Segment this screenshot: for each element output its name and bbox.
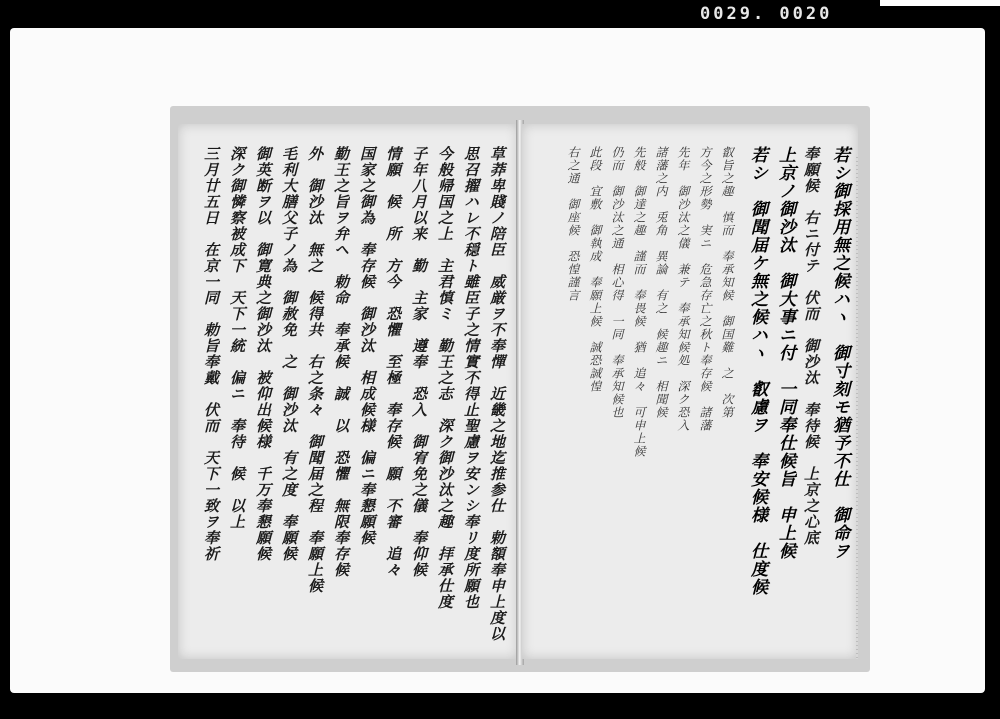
right-col-8: 諸藩之内 兎角 異論 有之 候趣ニ 相聞候 [654, 146, 668, 419]
left-col-3: 今般帰国之上 主君慎ミ 勤王之志 深ク御沙汰之趣 拝承仕度 [436, 146, 454, 610]
open-book [164, 98, 869, 668]
right-col-11: 此段 宜敷 御執成 奉願上候 誠恐誠惶 [588, 146, 602, 393]
left-col-5: 情願 候 所 方今 恐懼 至極 奉存候 願 不審 追々 [384, 146, 402, 578]
right-col-12: 右之通 御座候 恐惶謹言 [566, 146, 580, 302]
right-col-3: 上京ノ御沙汰 御大事ニ付 一同奉仕候旨 申上候 [775, 146, 795, 560]
left-col-7: 勤王之旨ヲ弁ヘ 勅命 奉承候 誠 以 恐懼 無限奉存候 [332, 146, 350, 578]
right-col-2: 奉願候 右ニ付テ 伏而 御沙汰 奉待候 上京之心底 [802, 146, 820, 546]
right-col-4: 若シ 御聞届ケ無之候ハヽ 叡慮ヲ 奉安候様 仕度候 [747, 146, 767, 596]
right-col-9: 先般 御達之趣 謹而 奉畏候 猶 追々 可申上候 [632, 146, 646, 458]
left-col-8: 外 御沙汰 無之 候得共 右之条々 御聞届之程 奉願上候 [306, 146, 324, 594]
left-page [178, 124, 518, 659]
right-col-6: 方今之形勢 実ニ 危急存亡之秋ト奉存候 諸藩 [698, 146, 712, 432]
left-col-12: 三月廿五日 在京一同 勅旨奉戴 伏而 天下一致ヲ奉祈 [202, 146, 220, 562]
frame-number-label: 0029. 0020 [700, 4, 833, 24]
left-col-1: 草莽卑賤ノ陪臣 威厳ヲ不奉憚 近畿之地迄推参仕 勅額奉申上度以 [488, 146, 506, 642]
left-col-4: 子年八月以来 勤 主家 遵奉 恐入 御宥免之儀 奉仰候 [410, 146, 428, 578]
right-page [522, 124, 858, 659]
right-col-10: 仍而 御沙汰之通 相心得 一同 奉承知候也 [610, 146, 624, 419]
left-col-11: 深ク御憐察被成下 天下一統 偏ニ 奉待 候 以上 [228, 146, 246, 530]
page-edge-stack [856, 154, 858, 659]
left-col-10: 御英断ヲ以 御寛典之御沙汰 被仰出候様 千万奉懇願候 [254, 146, 272, 562]
right-col-7: 先年 御沙汰之儀 兼テ 奉承知候処 深ク恐入 [676, 146, 690, 432]
film-notch [880, 0, 1000, 6]
left-col-6: 国家之御為 奉存候 御沙汰 相成候様 偏ニ奉懇願候 [358, 146, 376, 546]
right-col-5: 叡旨之趣 慎而 奉承知候 御国難 之 次第 [720, 146, 734, 419]
left-col-2: 思召擢ハレ不穏ト雖臣子之情實不得止聖慮ヲ安ンシ奉リ度所願也 [462, 146, 480, 610]
photo-mount [10, 28, 985, 693]
right-col-1: 若シ御採用無之候ハヽ 御寸刻モ猶予不仕 御命ヲ [829, 146, 849, 560]
left-col-9: 毛利大膳父子ノ為 御赦免 之 御沙汰 有之度 奉願候 [280, 146, 298, 562]
